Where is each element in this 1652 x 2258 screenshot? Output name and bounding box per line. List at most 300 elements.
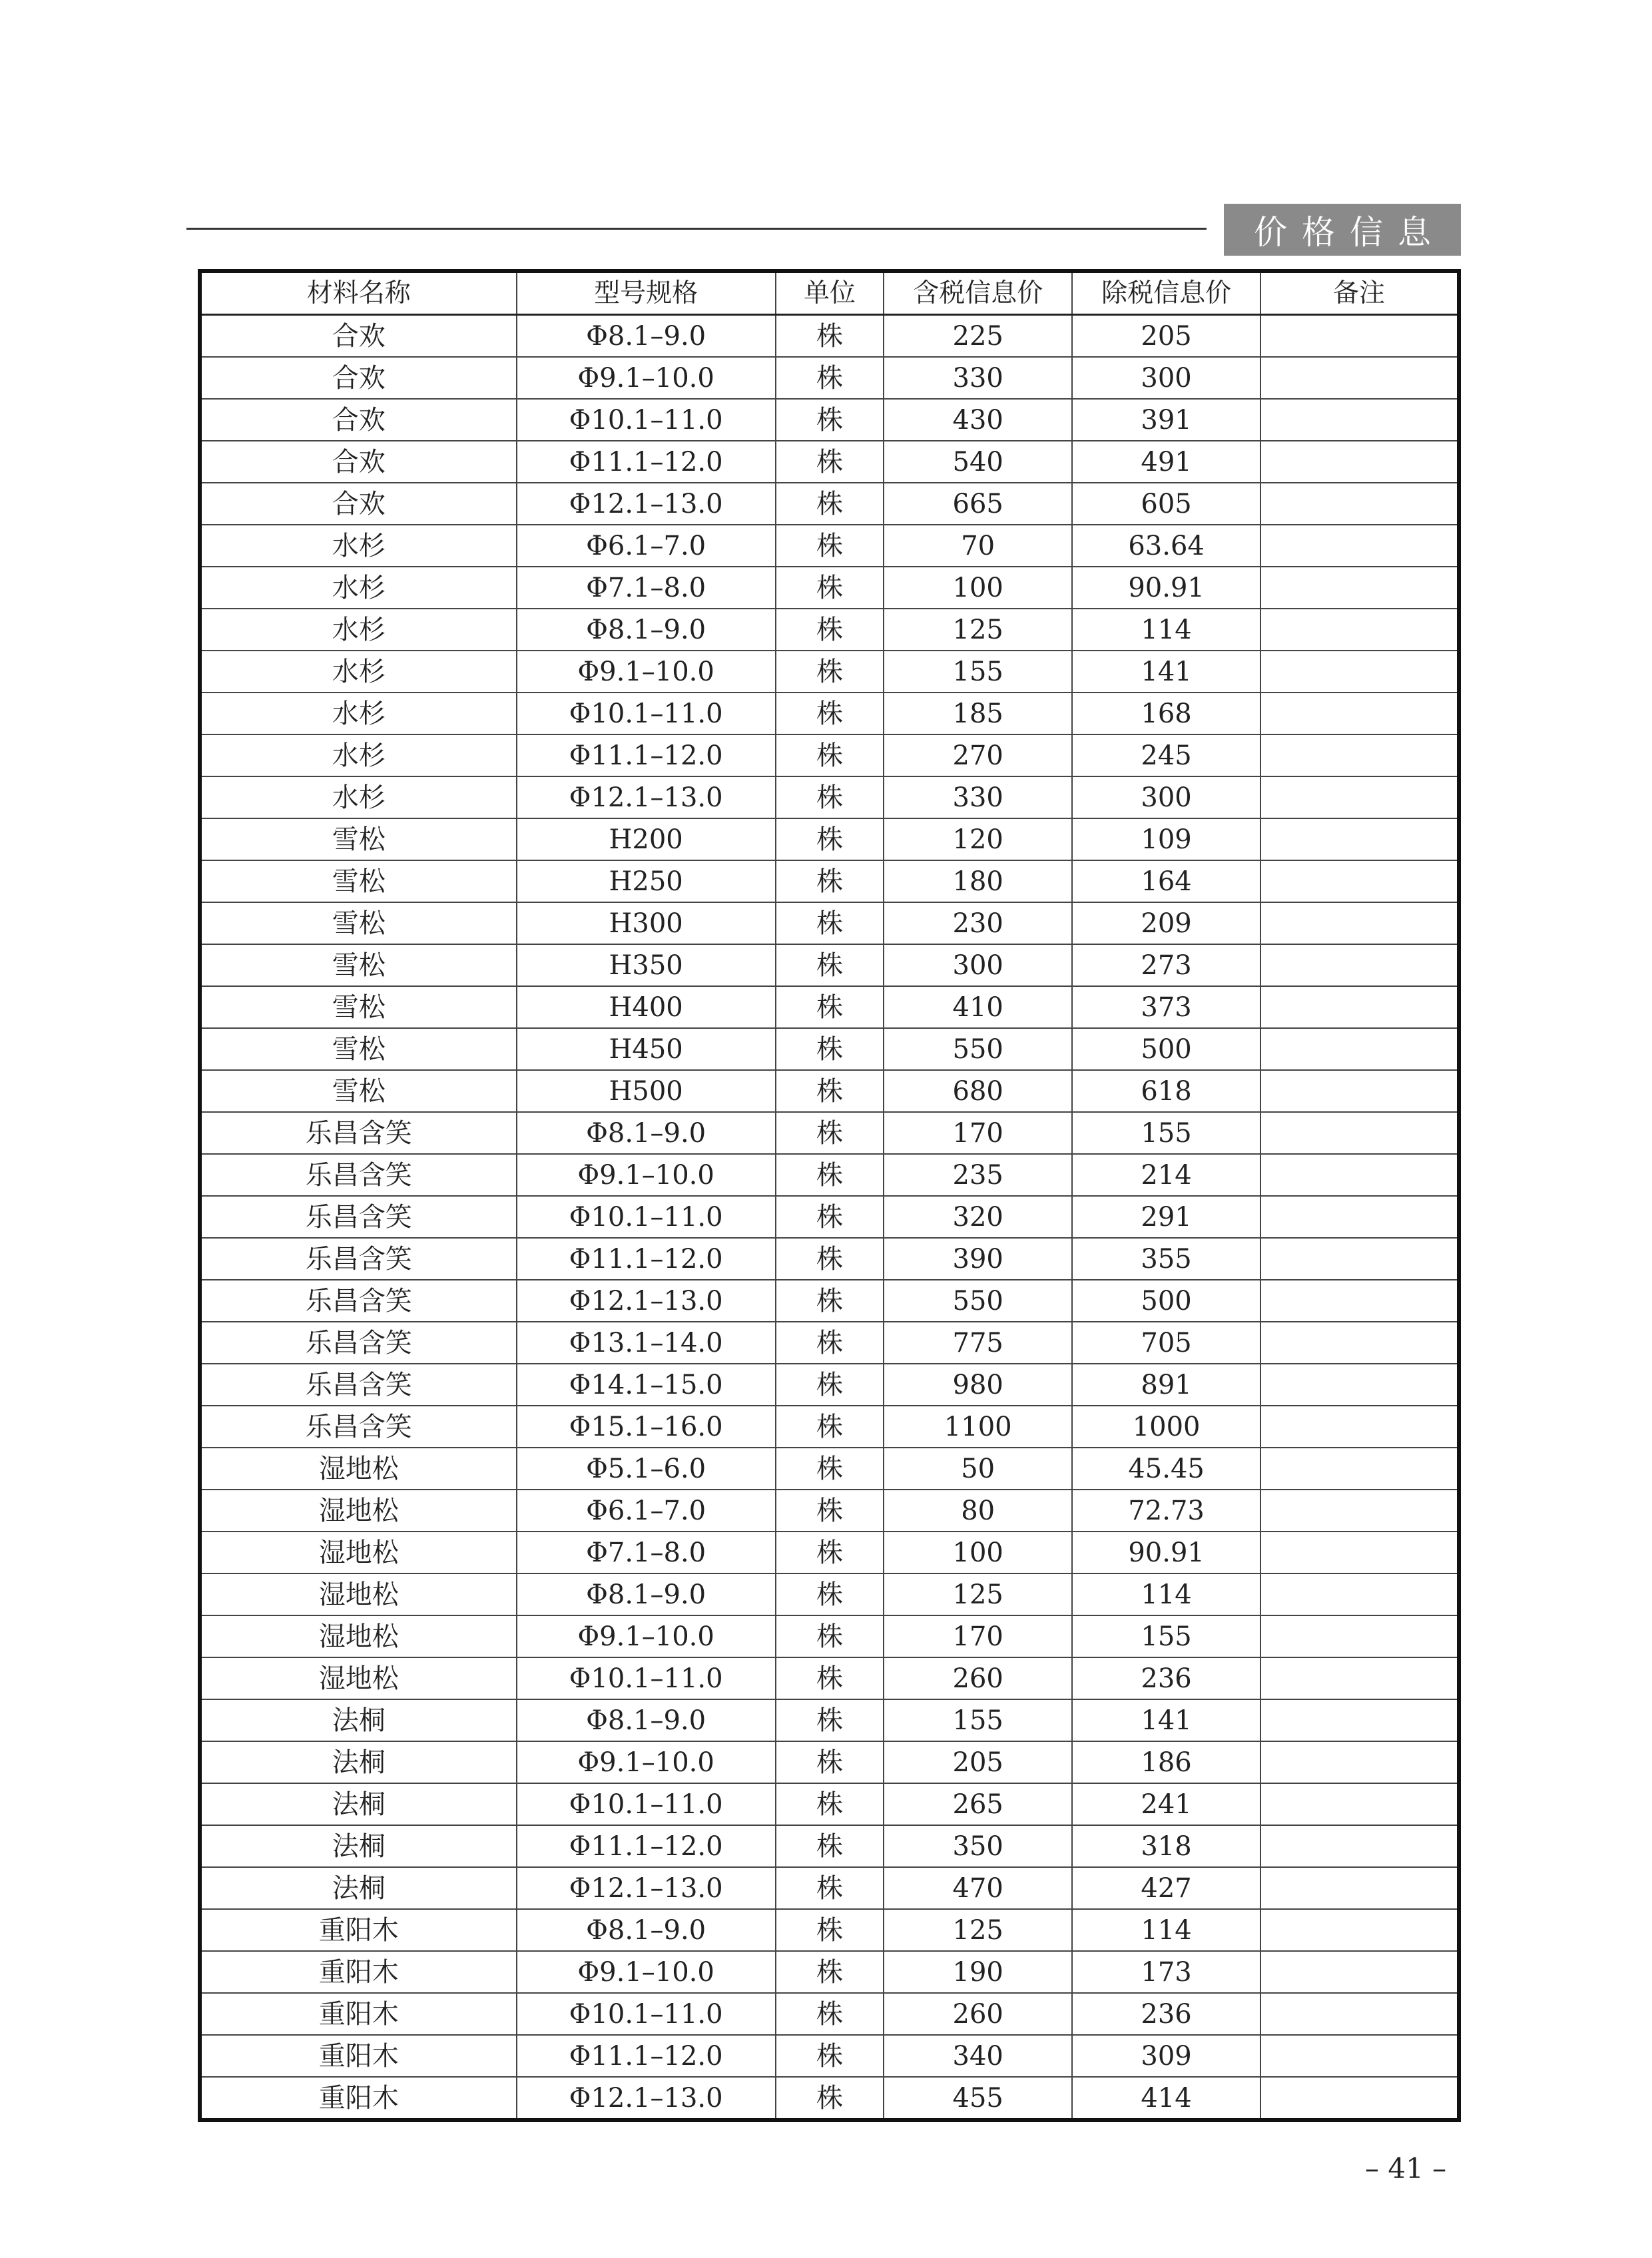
cell-spec: Φ10.1–11.0 [517,1657,776,1699]
cell-spec: Φ10.1–11.0 [517,1783,776,1825]
cell-unit: 株 [776,483,884,525]
cell-price-excl-tax: 155 [1072,1112,1260,1154]
cell-material-name: 合欢 [200,315,517,358]
table-row [200,2035,1459,2077]
cell-spec: Φ12.1–13.0 [517,2077,776,2120]
cell-spec: Φ11.1–12.0 [517,1238,776,1280]
table-header-row [200,271,1459,315]
cell-price-excl-tax: 72.73 [1072,1490,1260,1532]
cell-material-name: 重阳木 [200,1993,517,2035]
cell-unit: 株 [776,1448,884,1490]
cell-spec: Φ9.1–10.0 [517,1154,776,1196]
cell-spec: Φ8.1–9.0 [517,1699,776,1741]
cell-spec: Φ8.1–9.0 [517,609,776,651]
cell-spec: Φ11.1–12.0 [517,2035,776,2077]
cell-material-name: 水杉 [200,525,517,567]
cell-unit: 株 [776,1825,884,1867]
cell-price-excl-tax: 705 [1072,1322,1260,1364]
cell-spec: Φ6.1–7.0 [517,525,776,567]
cell-price-incl-tax: 120 [884,818,1072,860]
cell-price-incl-tax: 70 [884,525,1072,567]
cell-unit: 株 [776,1741,884,1783]
cell-remarks [1260,734,1459,776]
table-row [200,1867,1459,1909]
cell-spec: H400 [517,986,776,1028]
cell-price-excl-tax: 373 [1072,986,1260,1028]
cell-material-name: 雪松 [200,818,517,860]
cell-material-name: 乐昌含笑 [200,1196,517,1238]
cell-spec: Φ12.1–13.0 [517,1280,776,1322]
cell-remarks [1260,1154,1459,1196]
cell-unit: 株 [776,1028,884,1070]
table-row [200,2077,1459,2120]
cell-material-name: 合欢 [200,399,517,441]
cell-spec: H250 [517,860,776,902]
cell-remarks [1260,1741,1459,1783]
table-body [200,315,1459,2121]
cell-material-name: 重阳木 [200,1909,517,1951]
cell-price-excl-tax: 114 [1072,1909,1260,1951]
cell-price-excl-tax: 173 [1072,1951,1260,1993]
header-rule [186,228,1207,230]
cell-price-excl-tax: 114 [1072,609,1260,651]
cell-unit: 株 [776,902,884,944]
cell-spec: Φ10.1–11.0 [517,399,776,441]
cell-remarks [1260,1238,1459,1280]
cell-unit: 株 [776,1364,884,1406]
cell-unit: 株 [776,651,884,693]
cell-remarks [1260,986,1459,1028]
cell-price-excl-tax: 209 [1072,902,1260,944]
section-title: 价格信息 [1224,204,1461,256]
cell-price-incl-tax: 100 [884,1532,1072,1573]
table-row [200,693,1459,734]
cell-price-excl-tax: 500 [1072,1280,1260,1322]
cell-unit: 株 [776,1280,884,1322]
table-row [200,776,1459,818]
cell-remarks [1260,609,1459,651]
table-row [200,1573,1459,1615]
cell-price-excl-tax: 141 [1072,651,1260,693]
cell-remarks [1260,1070,1459,1112]
cell-remarks [1260,357,1459,399]
cell-unit: 株 [776,1657,884,1699]
cell-spec: Φ12.1–13.0 [517,483,776,525]
cell-price-incl-tax: 260 [884,1993,1072,2035]
table-row [200,1154,1459,1196]
cell-remarks [1260,693,1459,734]
cell-remarks [1260,1448,1459,1490]
cell-material-name: 水杉 [200,776,517,818]
cell-remarks [1260,1573,1459,1615]
table-row [200,1112,1459,1154]
cell-price-excl-tax: 427 [1072,1867,1260,1909]
cell-price-excl-tax: 114 [1072,1573,1260,1615]
cell-remarks [1260,1280,1459,1322]
cell-price-excl-tax: 164 [1072,860,1260,902]
cell-price-excl-tax: 141 [1072,1699,1260,1741]
cell-price-incl-tax: 300 [884,944,1072,986]
table-row [200,1909,1459,1951]
cell-remarks [1260,776,1459,818]
cell-remarks [1260,2035,1459,2077]
cell-spec: H450 [517,1028,776,1070]
table-row [200,1196,1459,1238]
cell-material-name: 湿地松 [200,1573,517,1615]
cell-price-excl-tax: 300 [1072,776,1260,818]
cell-unit: 株 [776,1490,884,1532]
cell-spec: Φ10.1–11.0 [517,1196,776,1238]
cell-material-name: 水杉 [200,651,517,693]
cell-remarks [1260,2077,1459,2120]
cell-unit: 株 [776,818,884,860]
cell-price-excl-tax: 300 [1072,357,1260,399]
cell-price-incl-tax: 455 [884,2077,1072,2120]
cell-remarks [1260,1993,1459,2035]
cell-price-incl-tax: 125 [884,1909,1072,1951]
cell-unit: 株 [776,1238,884,1280]
cell-spec: Φ11.1–12.0 [517,441,776,483]
cell-spec: H350 [517,944,776,986]
cell-price-excl-tax: 500 [1072,1028,1260,1070]
cell-remarks [1260,1112,1459,1154]
cell-remarks [1260,860,1459,902]
cell-spec: Φ9.1–10.0 [517,1951,776,1993]
cell-spec: Φ10.1–11.0 [517,1993,776,2035]
cell-material-name: 重阳木 [200,2035,517,2077]
cell-price-incl-tax: 430 [884,399,1072,441]
cell-remarks [1260,1699,1459,1741]
cell-price-incl-tax: 1100 [884,1406,1072,1448]
cell-remarks [1260,1406,1459,1448]
table-row [200,1657,1459,1699]
cell-material-name: 乐昌含笑 [200,1238,517,1280]
cell-spec: Φ13.1–14.0 [517,1322,776,1364]
cell-unit: 株 [776,1196,884,1238]
cell-spec: H300 [517,902,776,944]
cell-price-excl-tax: 245 [1072,734,1260,776]
cell-remarks [1260,1364,1459,1406]
table-row [200,1448,1459,1490]
cell-unit: 株 [776,986,884,1028]
cell-price-incl-tax: 125 [884,609,1072,651]
cell-spec: Φ12.1–13.0 [517,776,776,818]
cell-material-name: 法桐 [200,1699,517,1741]
table-row [200,818,1459,860]
table-row [200,902,1459,944]
col-header-material-name: 材料名称 [200,271,517,315]
cell-price-incl-tax: 180 [884,860,1072,902]
cell-price-incl-tax: 270 [884,734,1072,776]
col-header-unit: 单位 [776,271,884,315]
table-row [200,1322,1459,1364]
cell-price-incl-tax: 80 [884,1490,1072,1532]
cell-unit: 株 [776,1699,884,1741]
cell-remarks [1260,315,1459,358]
cell-remarks [1260,818,1459,860]
cell-spec: Φ9.1–10.0 [517,1615,776,1657]
cell-price-excl-tax: 241 [1072,1783,1260,1825]
cell-unit: 株 [776,399,884,441]
cell-remarks [1260,525,1459,567]
cell-remarks [1260,1028,1459,1070]
cell-unit: 株 [776,944,884,986]
cell-unit: 株 [776,1322,884,1364]
cell-price-incl-tax: 185 [884,693,1072,734]
cell-price-excl-tax: 355 [1072,1238,1260,1280]
cell-material-name: 乐昌含笑 [200,1322,517,1364]
cell-spec: Φ9.1–10.0 [517,357,776,399]
cell-unit: 株 [776,525,884,567]
table-row [200,567,1459,609]
cell-price-excl-tax: 90.91 [1072,567,1260,609]
cell-price-excl-tax: 63.64 [1072,525,1260,567]
cell-unit: 株 [776,1783,884,1825]
cell-unit: 株 [776,776,884,818]
table-row [200,399,1459,441]
cell-remarks [1260,399,1459,441]
cell-material-name: 雪松 [200,986,517,1028]
cell-unit: 株 [776,1573,884,1615]
cell-material-name: 合欢 [200,483,517,525]
cell-price-incl-tax: 205 [884,1741,1072,1783]
cell-remarks [1260,902,1459,944]
cell-price-incl-tax: 540 [884,441,1072,483]
cell-remarks [1260,567,1459,609]
cell-spec: Φ7.1–8.0 [517,1532,776,1573]
cell-remarks [1260,483,1459,525]
table-row [200,1238,1459,1280]
cell-material-name: 乐昌含笑 [200,1280,517,1322]
cell-unit: 株 [776,1154,884,1196]
cell-material-name: 乐昌含笑 [200,1406,517,1448]
cell-remarks [1260,441,1459,483]
cell-price-incl-tax: 100 [884,567,1072,609]
cell-unit: 株 [776,1909,884,1951]
table-row [200,441,1459,483]
cell-unit: 株 [776,1406,884,1448]
cell-material-name: 水杉 [200,567,517,609]
cell-unit: 株 [776,860,884,902]
cell-material-name: 水杉 [200,609,517,651]
cell-price-excl-tax: 491 [1072,441,1260,483]
cell-price-incl-tax: 190 [884,1951,1072,1993]
cell-material-name: 雪松 [200,944,517,986]
cell-material-name: 乐昌含笑 [200,1154,517,1196]
cell-price-incl-tax: 50 [884,1448,1072,1490]
cell-remarks [1260,1783,1459,1825]
cell-price-excl-tax: 273 [1072,944,1260,986]
cell-material-name: 乐昌含笑 [200,1364,517,1406]
cell-price-excl-tax: 168 [1072,693,1260,734]
cell-price-incl-tax: 320 [884,1196,1072,1238]
cell-price-incl-tax: 155 [884,651,1072,693]
cell-remarks [1260,1825,1459,1867]
cell-remarks [1260,1909,1459,1951]
cell-spec: H500 [517,1070,776,1112]
cell-spec: H200 [517,818,776,860]
cell-price-incl-tax: 775 [884,1322,1072,1364]
table-row [200,1532,1459,1573]
cell-remarks [1260,651,1459,693]
cell-price-incl-tax: 170 [884,1112,1072,1154]
cell-price-incl-tax: 340 [884,2035,1072,2077]
table-row [200,1280,1459,1322]
table-row [200,1364,1459,1406]
cell-spec: Φ9.1–10.0 [517,651,776,693]
cell-unit: 株 [776,315,884,358]
col-header-price-excl-tax: 除税信息价 [1072,271,1260,315]
table-row [200,315,1459,358]
cell-spec: Φ8.1–9.0 [517,1573,776,1615]
cell-remarks [1260,944,1459,986]
cell-unit: 株 [776,1951,884,1993]
cell-material-name: 雪松 [200,1070,517,1112]
cell-material-name: 合欢 [200,441,517,483]
cell-spec: Φ9.1–10.0 [517,1741,776,1783]
cell-material-name: 重阳木 [200,1951,517,1993]
cell-material-name: 雪松 [200,860,517,902]
table-row [200,1993,1459,2035]
table-row [200,1028,1459,1070]
table-row [200,1951,1459,1993]
cell-material-name: 乐昌含笑 [200,1112,517,1154]
cell-price-incl-tax: 230 [884,902,1072,944]
cell-material-name: 法桐 [200,1867,517,1909]
cell-material-name: 湿地松 [200,1615,517,1657]
cell-price-excl-tax: 1000 [1072,1406,1260,1448]
table-row [200,651,1459,693]
cell-price-excl-tax: 155 [1072,1615,1260,1657]
table-row [200,986,1459,1028]
cell-spec: Φ8.1–9.0 [517,1909,776,1951]
cell-unit: 株 [776,1993,884,2035]
price-table [198,269,1461,2122]
col-header-price-incl-tax: 含税信息价 [884,271,1072,315]
cell-price-incl-tax: 330 [884,357,1072,399]
cell-price-excl-tax: 618 [1072,1070,1260,1112]
cell-remarks [1260,1532,1459,1573]
cell-remarks [1260,1196,1459,1238]
cell-unit: 株 [776,1532,884,1573]
page-number: – 41 – [1365,2152,1447,2185]
cell-price-excl-tax: 90.91 [1072,1532,1260,1573]
table-row [200,1070,1459,1112]
cell-price-excl-tax: 109 [1072,818,1260,860]
cell-unit: 株 [776,1615,884,1657]
cell-price-incl-tax: 470 [884,1867,1072,1909]
cell-price-incl-tax: 170 [884,1615,1072,1657]
cell-price-excl-tax: 236 [1072,1657,1260,1699]
cell-remarks [1260,1322,1459,1364]
cell-spec: Φ11.1–12.0 [517,734,776,776]
cell-material-name: 湿地松 [200,1448,517,1490]
cell-price-excl-tax: 291 [1072,1196,1260,1238]
cell-material-name: 水杉 [200,734,517,776]
table-row [200,483,1459,525]
cell-material-name: 湿地松 [200,1490,517,1532]
cell-spec: Φ8.1–9.0 [517,315,776,358]
cell-material-name: 雪松 [200,902,517,944]
cell-price-excl-tax: 309 [1072,2035,1260,2077]
cell-unit: 株 [776,1112,884,1154]
cell-price-incl-tax: 980 [884,1364,1072,1406]
cell-price-excl-tax: 318 [1072,1825,1260,1867]
cell-spec: Φ15.1–16.0 [517,1406,776,1448]
cell-price-incl-tax: 235 [884,1154,1072,1196]
cell-price-incl-tax: 550 [884,1028,1072,1070]
table-row [200,1490,1459,1532]
cell-price-incl-tax: 665 [884,483,1072,525]
table-row [200,609,1459,651]
table-row [200,860,1459,902]
table-row [200,525,1459,567]
table-row [200,1615,1459,1657]
cell-price-excl-tax: 205 [1072,315,1260,358]
cell-unit: 株 [776,734,884,776]
cell-spec: Φ10.1–11.0 [517,693,776,734]
cell-price-incl-tax: 550 [884,1280,1072,1322]
cell-spec: Φ7.1–8.0 [517,567,776,609]
cell-price-incl-tax: 260 [884,1657,1072,1699]
cell-price-incl-tax: 390 [884,1238,1072,1280]
cell-material-name: 合欢 [200,357,517,399]
cell-price-excl-tax: 186 [1072,1741,1260,1783]
cell-spec: Φ12.1–13.0 [517,1867,776,1909]
cell-remarks [1260,1657,1459,1699]
cell-unit: 株 [776,1867,884,1909]
cell-remarks [1260,1951,1459,1993]
cell-unit: 株 [776,1070,884,1112]
cell-material-name: 湿地松 [200,1657,517,1699]
cell-material-name: 重阳木 [200,2077,517,2120]
cell-material-name: 法桐 [200,1783,517,1825]
cell-unit: 株 [776,693,884,734]
cell-price-excl-tax: 605 [1072,483,1260,525]
cell-spec: Φ8.1–9.0 [517,1112,776,1154]
cell-unit: 株 [776,2035,884,2077]
cell-price-excl-tax: 414 [1072,2077,1260,2120]
cell-price-incl-tax: 410 [884,986,1072,1028]
cell-price-incl-tax: 125 [884,1573,1072,1615]
cell-price-excl-tax: 45.45 [1072,1448,1260,1490]
cell-price-excl-tax: 391 [1072,399,1260,441]
cell-material-name: 水杉 [200,693,517,734]
cell-material-name: 法桐 [200,1825,517,1867]
cell-price-incl-tax: 155 [884,1699,1072,1741]
cell-price-incl-tax: 350 [884,1825,1072,1867]
cell-unit: 株 [776,609,884,651]
cell-price-incl-tax: 330 [884,776,1072,818]
cell-unit: 株 [776,567,884,609]
cell-price-excl-tax: 214 [1072,1154,1260,1196]
table-row [200,944,1459,986]
cell-unit: 株 [776,357,884,399]
cell-spec: Φ11.1–12.0 [517,1825,776,1867]
table-row [200,1406,1459,1448]
cell-material-name: 法桐 [200,1741,517,1783]
cell-spec: Φ6.1–7.0 [517,1490,776,1532]
table-row [200,1783,1459,1825]
table-row [200,357,1459,399]
table-row [200,1699,1459,1741]
cell-remarks [1260,1867,1459,1909]
cell-price-excl-tax: 236 [1072,1993,1260,2035]
cell-material-name: 湿地松 [200,1532,517,1573]
cell-remarks [1260,1615,1459,1657]
col-header-spec: 型号规格 [517,271,776,315]
table-row [200,734,1459,776]
